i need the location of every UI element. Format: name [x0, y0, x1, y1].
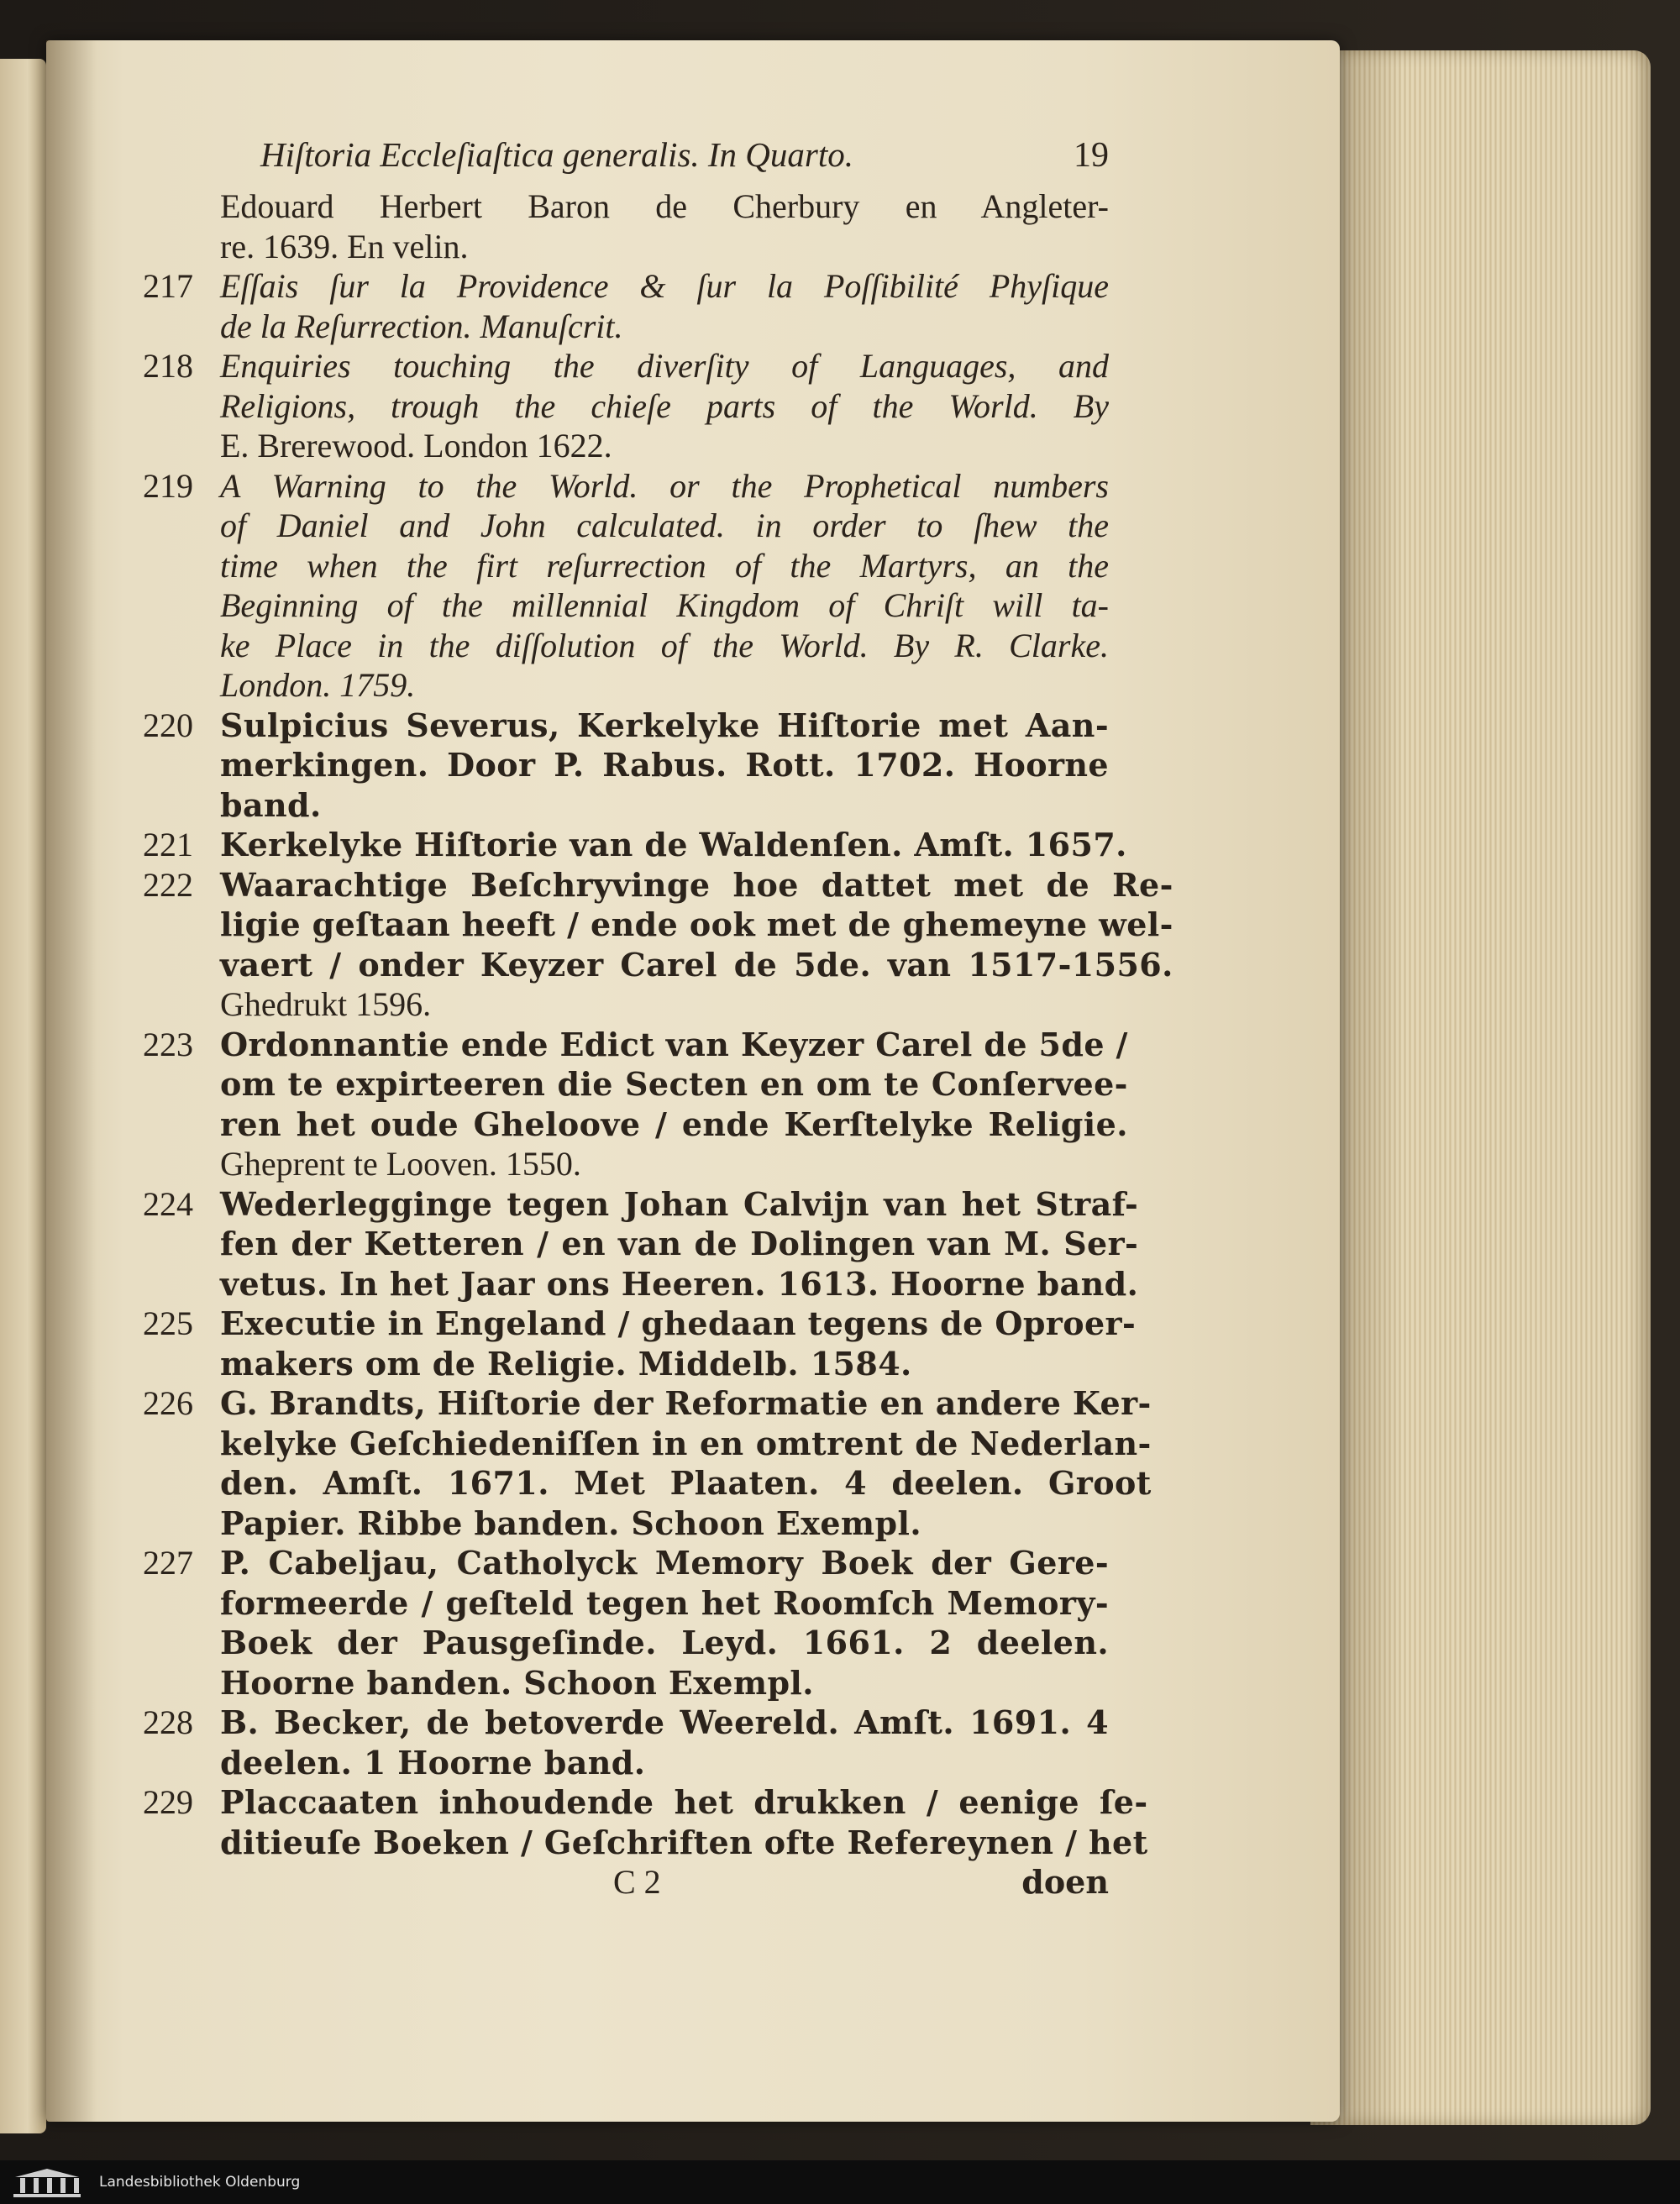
entry-number: 218 — [143, 347, 193, 385]
entry-number: 226 — [143, 1384, 193, 1422]
catalogue-entry — [143, 266, 1109, 346]
entry-line: Waarachtige Beſchryvinge hoe dattet met de Re- — [220, 865, 1173, 904]
entry-line: Ordonnantie ende Edict van Keyzer Carel de 5de / — [220, 1025, 1128, 1063]
entry-line: Kerkelyke Hiſtorie van de Waldenſen. Amſt. 1657. — [220, 826, 1127, 863]
entry-line: re. 1639. En velin. — [220, 227, 469, 265]
entry-line: Edouard Herbert Baron de Cherbury en Angleter- — [220, 187, 1109, 225]
entry-line: G. Brandts, Hiſtorie der Reformatie en andere Ker- — [220, 1384, 1152, 1422]
catalogue-entry — [143, 1025, 1128, 1184]
entry-line: makers om de Religie. Middelb. 1584. — [220, 1344, 912, 1383]
running-head-title: Hiſtoria Eccleſiaſtica generalis. In Quarto. — [260, 135, 854, 174]
entry-line: kelyke Geſchiedeniſſen in en omtrent de Nederlan- — [220, 1424, 1152, 1462]
catalogue-entry — [143, 865, 1173, 1025]
entry-body — [220, 865, 1173, 1025]
entry-line: Boek der Pausgeſinde. Leyd. 1661. 2 deelen. — [220, 1624, 1109, 1661]
catalogue-entry — [143, 825, 1127, 865]
entry-number: 217 — [143, 267, 193, 305]
entry-line: ditieuſe Boeken / Geſchriften ofte Refereynen / het — [220, 1823, 1148, 1861]
entry-line: Eſſais ſur la Providence & ſur la Poſſibilité Phyſique — [220, 267, 1109, 305]
entry-body — [220, 1025, 1128, 1184]
entry-line: A Warning to the World. or the Prophetical numbers — [220, 466, 1109, 505]
entry-number: 222 — [143, 865, 193, 904]
entry-line: vaert / onder Keyzer Carel de 5de. van 1517-1556. — [220, 945, 1173, 984]
entry-number: 219 — [143, 466, 193, 505]
entry-number: 227 — [143, 1544, 193, 1582]
entry-line: de la Reſurrection. Manuſcrit. — [220, 307, 623, 345]
entry-body — [220, 825, 1127, 865]
catalogue-entry — [143, 466, 1109, 706]
entry-line: Hoorne banden. Schoon Exempl. — [220, 1663, 814, 1702]
entry-line: Religions, trough the chieſe parts of the World. By — [220, 386, 1109, 425]
catalogue-entries — [143, 266, 1173, 1862]
catalogue-entry — [143, 1304, 1137, 1383]
catalogue-entry — [143, 346, 1109, 466]
entry-line: deelen. 1 Hoorne band. — [220, 1743, 646, 1782]
entry-body — [220, 1383, 1152, 1543]
entry-line: den. Amſt. 1671. Met Plaaten. 4 deelen. Groot — [220, 1464, 1152, 1502]
entry-line: Beginning of the millennial Kingdom of Chriſt will ta- — [220, 586, 1109, 624]
entry-body — [220, 1304, 1136, 1383]
library-logo-icon — [8, 2165, 89, 2199]
entry-line: Wederlegginge tegen Johan Calvijn van het Straf- — [220, 1184, 1139, 1223]
entry-line: ren het oude Gheloove / ende Kerſtelyke Religie. — [220, 1105, 1128, 1143]
entry-number: 220 — [143, 706, 193, 744]
library-name: Landesbibliothek Oldenburg — [99, 2174, 301, 2191]
entry-body — [220, 346, 1109, 466]
entry-number: 225 — [143, 1304, 193, 1342]
entry-line: ke Place in the diſſolution of the World. By R. Clarke. — [220, 626, 1109, 664]
catalogue-entry — [143, 1383, 1152, 1543]
entry-line: Papier. Ribbe banden. Schoon Exempl. — [220, 1503, 921, 1542]
attribution-bar — [0, 2160, 1680, 2204]
entry-line: London. 1759. — [220, 666, 416, 704]
entry-line: formeerde / geſteld tegen het Roomſch Memory- — [220, 1583, 1109, 1622]
entry-body — [220, 266, 1109, 346]
facing-page-edge — [0, 59, 46, 2133]
entry-line: E. Brerewood. London 1622. — [220, 427, 612, 464]
catalogue-entry — [143, 1184, 1139, 1304]
entry-line: merkingen. Door P. Rabus. Rott. 1702. Hoorne — [220, 746, 1109, 784]
entry-line: Executie in Engeland / ghedaan tegens de Oproer- — [220, 1304, 1137, 1342]
page-gutter-shadow — [46, 40, 97, 2122]
catalogue-entry — [143, 1703, 1109, 1782]
running-head — [143, 134, 1109, 186]
entry-line: time when the firt reſurrection of the Martyrs, an the — [220, 546, 1109, 585]
entry-line: Sulpicius Severus, Kerkelyke Hiſtorie met Aan- — [220, 706, 1109, 744]
entry-line: ligie geſtaan heeft / ende ook met de ghemeyne wel- — [220, 905, 1173, 943]
entry-body — [220, 1703, 1109, 1782]
entry-number: 223 — [143, 1025, 193, 1063]
entry-body — [220, 1184, 1138, 1304]
entry-line: vetus. In het Jaar ons Heeren. 1613. Hoorne band. — [220, 1264, 1139, 1303]
page-footer — [143, 1862, 1109, 1902]
entry-body — [220, 706, 1109, 826]
entry-line: Placcaaten inhoudende het drukken / eenige ſe- — [220, 1783, 1148, 1821]
entry-line: Gheprent te Looven. 1550. — [220, 1145, 581, 1183]
entry-line: fen der Ketteren / en van de Dolingen van M. Ser- — [220, 1225, 1139, 1262]
catchword: doen — [1021, 1863, 1109, 1901]
entry-body — [220, 1543, 1109, 1703]
entry-line: Ghedrukt 1596. — [220, 985, 432, 1023]
entry-line: of Daniel and John calculated. in order to ſhew the — [220, 506, 1109, 544]
entry-line: Enquiries touching the diverſity of Languages, and — [220, 347, 1109, 385]
catalogue-entry — [143, 1543, 1109, 1703]
entry-number: 221 — [143, 826, 193, 863]
catalogue-entry — [143, 706, 1109, 826]
entry-line: B. Becker, de betoverde Weereld. Amſt. 1691. 4 — [220, 1703, 1109, 1741]
continued-entry — [143, 186, 1109, 266]
page-number: 19 — [1074, 136, 1109, 175]
entry-body — [220, 1782, 1148, 1862]
entry-body — [220, 466, 1109, 706]
page-text — [143, 134, 1173, 1902]
entry-number: 229 — [143, 1783, 193, 1821]
entry-number: 224 — [143, 1184, 193, 1223]
signature-mark: C 2 — [613, 1863, 661, 1901]
entry-line: om te expirteeren die Secten en om te Conſerveе- — [220, 1065, 1128, 1103]
entry-line: P. Cabeljau, Catholyck Memory Boek der Gere- — [220, 1544, 1109, 1582]
catalogue-entry — [143, 1782, 1148, 1862]
entry-number: 228 — [143, 1703, 193, 1741]
entry-line: band. — [220, 785, 322, 824]
